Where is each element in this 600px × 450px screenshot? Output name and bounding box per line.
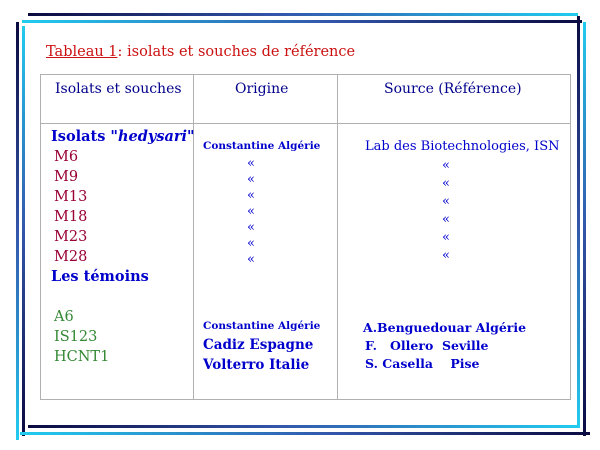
reference-table (40, 74, 571, 400)
title-text: : isolats et souches de référence (117, 44, 356, 60)
frame-top-bar-2 (22, 20, 582, 23)
list-item: M13 (54, 189, 88, 205)
list-item: HCNT1 (54, 349, 110, 365)
header-source: Source (Référence) (384, 81, 522, 97)
source-control-2: F. Ollero Seville (365, 338, 489, 353)
origin-ditto-marks: « « « « « « « (247, 156, 255, 267)
origin-control-3: Volterro Italie (203, 357, 310, 373)
frame-top-bar-1 (28, 13, 578, 16)
source-control-1: A.Benguedouar Algérie (363, 320, 527, 335)
slide-title (46, 44, 355, 60)
source-isolates: Lab des Biotechnologies, ISN (365, 139, 560, 154)
frame-bottom-bar-1 (28, 425, 580, 428)
frame-left-bar-2 (22, 26, 25, 436)
list-item: M6 (54, 149, 79, 165)
frame-left-bar-1 (16, 22, 19, 440)
origin-control-1: Constantine Algérie (203, 320, 321, 332)
origin-control-2: Cadiz Espagne (203, 337, 314, 353)
list-item: M18 (54, 209, 88, 225)
isolates-heading: Isolats "hedysari" (51, 128, 195, 145)
list-item: M9 (54, 169, 79, 185)
control-list (54, 307, 109, 367)
list-item: M23 (54, 229, 88, 245)
header-isolates: Isolats et souches (55, 81, 182, 97)
list-item: M28 (54, 249, 88, 265)
frame-bottom-bar-2 (20, 432, 590, 435)
list-item: A6 (54, 309, 74, 325)
isolate-list (54, 147, 87, 267)
frame-right-bar-1 (577, 16, 580, 428)
origin-isolates: Constantine Algérie (203, 140, 321, 152)
title-label: Tableau 1 (46, 44, 118, 60)
frame-right-bar-2 (583, 22, 586, 436)
column-divider-1 (193, 75, 194, 399)
list-item: IS123 (54, 329, 98, 345)
column-divider-2 (337, 75, 338, 399)
source-control-3: S. Casella Pise (365, 356, 480, 371)
controls-heading: Les témoins (51, 268, 149, 285)
source-ditto-marks: « « « « « « (442, 158, 450, 263)
header-origin: Origine (235, 81, 289, 97)
